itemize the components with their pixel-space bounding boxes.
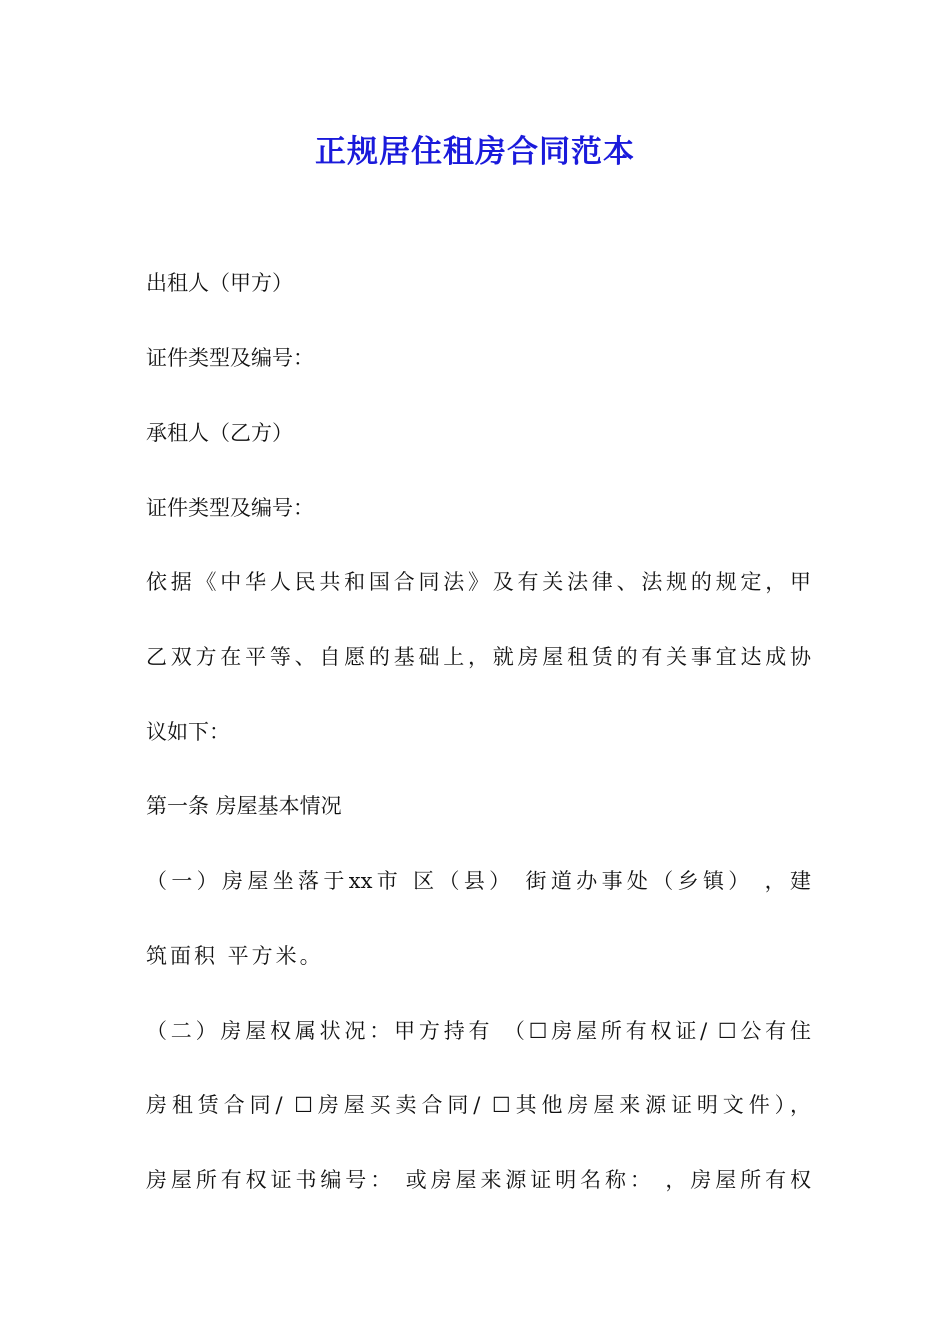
- text-line-location-2: 筑面积 平方米。: [146, 944, 324, 968]
- article-heading: 第一条 房屋基本情况: [146, 794, 342, 818]
- text-line-preamble-1: 依据《中华人民共和国合同法》及有关法律、法规的规定，甲: [146, 570, 811, 594]
- text-line-ownership-2: 房租赁合同/ ☐房屋买卖合同/ ☐其他房屋来源证明文件），: [146, 1093, 811, 1117]
- text-line-preamble-2: 乙双方在平等、自愿的基础上，就房屋租赁的有关事宜达成协: [146, 645, 811, 669]
- text-line-lessee: 承租人（乙方）: [146, 421, 293, 445]
- text-line-location-1: （一）房屋坐落于xx市 区（县） 街道办事处（乡镇） ，建: [146, 869, 811, 893]
- text-line-lessor-id: 证件类型及编号：: [146, 346, 314, 370]
- document-title: 正规居住租房合同范本: [315, 134, 635, 170]
- text-line-lessee-id: 证件类型及编号：: [146, 496, 314, 520]
- text-line-ownership-1: （二）房屋权属状况：甲方持有 （☐房屋所有权证/ ☐公有住: [146, 1019, 811, 1043]
- text-line-ownership-3: 房屋所有权证书编号： 或房屋来源证明名称： ，房屋所有权: [146, 1168, 811, 1192]
- text-line-preamble-3: 议如下：: [146, 720, 230, 744]
- text-line-lessor: 出租人（甲方）: [146, 271, 293, 295]
